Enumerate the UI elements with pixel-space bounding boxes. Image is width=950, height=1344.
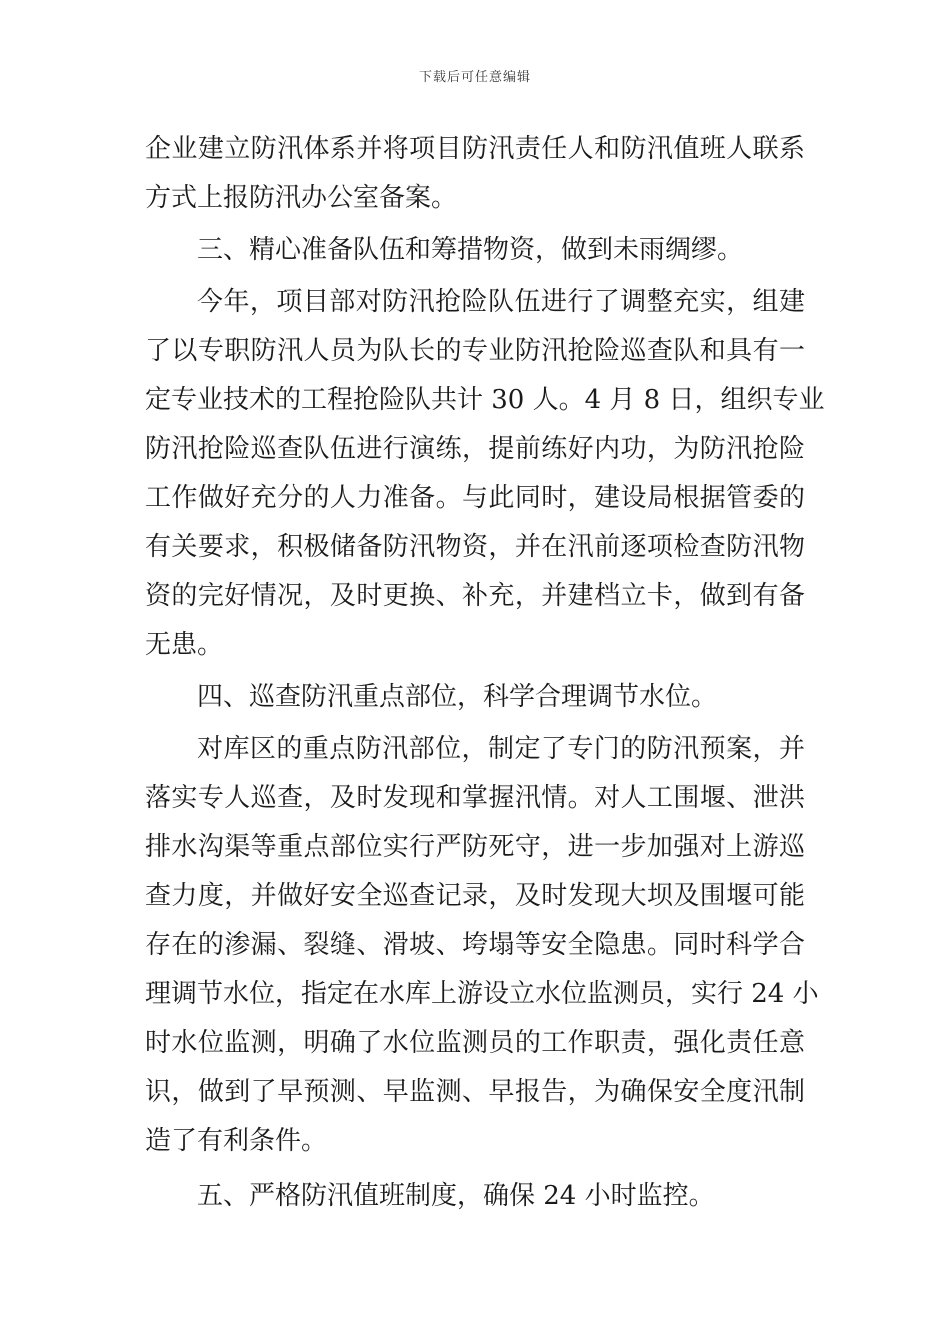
paragraph-line: 时水位监测，明确了水位监测员的工作职责，强化责任意	[145, 1028, 805, 1058]
paragraph-line: 存在的渗漏、裂缝、滑坡、垮塌等安全隐患。同时科学合	[145, 930, 805, 960]
paragraph-line: 企业建立防汛体系并将项目防汛责任人和防汛值班人联系	[145, 134, 805, 164]
paragraph-line: 落实专人巡查，及时发现和掌握汛情。对人工围堰、泄洪	[145, 783, 805, 813]
paragraph-line: 资的完好情况，及时更换、补充，并建档立卡，做到有备	[145, 581, 805, 611]
paragraph-line: 查力度，并做好安全巡查记录，及时发现大坝及围堰可能	[145, 881, 805, 911]
section-heading: 三、精心准备队伍和筹措物资，做到未雨绸缪。	[197, 235, 744, 265]
paragraph-line: 理调节水位，指定在水库上游设立水位监测员，实行 24 小	[145, 979, 819, 1009]
section-heading: 四、巡查防汛重点部位，科学合理调节水位。	[197, 682, 718, 712]
section-heading: 五、严格防汛值班制度，确保 24 小时监控。	[197, 1181, 715, 1211]
paragraph-line: 方式上报防汛办公室备案。	[145, 183, 458, 213]
body-text	[145, 125, 825, 1221]
paragraph-line: 工作做好充分的人力准备。与此同时，建设局根据管委的	[145, 483, 805, 513]
paragraph-line: 有关要求，积极储备防汛物资，并在汛前逐项检查防汛物	[145, 532, 805, 562]
paragraph-line: 无患。	[145, 630, 224, 660]
paragraph-line: 排水沟渠等重点部位实行严防死守，进一步加强对上游巡	[145, 832, 805, 862]
paragraph-line: 今年，项目部对防汛抢险队伍进行了调整充实，组建	[197, 287, 805, 317]
paragraph-line: 识，做到了早预测、早监测、早报告，为确保安全度汛制	[145, 1077, 805, 1107]
header-note: 下载后可任意编辑	[418, 70, 531, 85]
paragraph-line: 防汛抢险巡查队伍进行演练，提前练好内功，为防汛抢险	[145, 434, 805, 464]
paragraph-line: 了以专职防汛人员为队长的专业防汛抢险巡查队和具有一	[145, 336, 805, 366]
paragraph-line: 造了有利条件。	[145, 1126, 328, 1156]
paragraph-line: 对库区的重点防汛部位，制定了专门的防汛预案，并	[197, 734, 805, 764]
paragraph-line: 定专业技术的工程抢险队共计 30 人。4 月 8 日，组织专业	[145, 385, 825, 415]
